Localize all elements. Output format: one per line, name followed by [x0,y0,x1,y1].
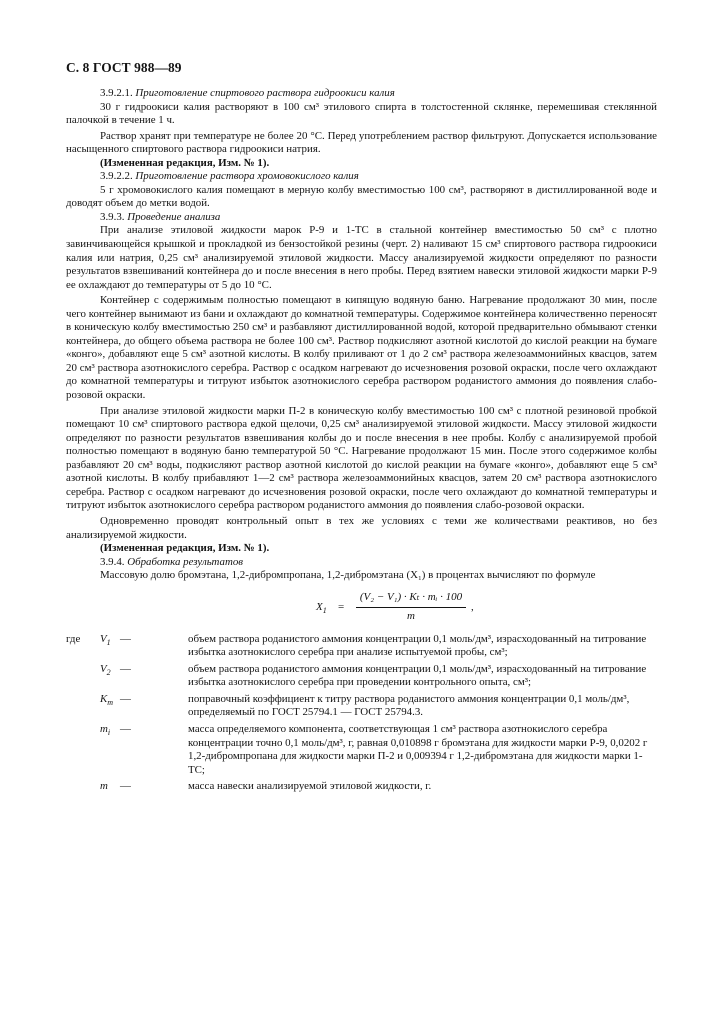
definition-text: масса определяемого компонента, соответствующая 1 см³ раствора азотнокислого серебра концентрации точно 0,1 моль/дм³, г, равная 0,010898 г бромэтана для жидкости марки Р-9, 0,0202 г 1,2-дибромпропана для жидкости марки П-2 и 0,009394 г 1,2-дибромэтана для жидкости марки 1-ТС; [188,722,648,776]
formula-equals: = [338,600,345,613]
variable-symbol: $m_i$ [100,722,111,738]
variable-symbol: $V_2$ [100,662,111,677]
definition-text: масса навески анализируемой этиловой жидкости, г. [188,780,432,793]
page-header: С. 8 ГОСТ 988—89 [66,60,182,75]
dash: — [120,662,131,675]
paragraph: Контейнер с содержимым полностью помещают в кипящую водяную баню. Нагревание продолжают 30 мин, после чего контейнер вынимают из бани и охлаждают до комнатной температуры. Содержимое контейнера количественно переносят в коническую колбу вместимостью 250 см³ и разбавляют дистиллированной водой, которой предварительно обмывают стенки контейнера, до общего объема раствора не более 100 см³. Раствор подкисляют азотной кислотой до кислой реакции на бумаге «конго», добавляют еще 5 см³ азотной кислоты. В колбу приливают от 1 до 2 см³ раствора железоаммонийных квасцов, затем 20 см³ раствора азотнокислого серебра. Раствор с осадком нагревают до исчезновения розовой окраски, после чего охлаждают до комнатной температуры и титруют избыток азотнокислого серебра раствором роданистого аммония до появления слабо-розовой окраски. [66,294,657,402]
dash: — [120,692,131,705]
formula-lhs: $X_1$ [316,600,327,615]
paragraph: 30 г гидроокиси калия растворяют в 100 см³ этилового спирта в толстостенной склянке, перемешивая стеклянной палочкой в течение 1 ч. [66,100,657,127]
dash: — [120,632,131,645]
section-heading: 3.9.4. Обработка результатов [100,555,244,568]
definition-row [66,780,657,794]
paragraph: При анализе этиловой жидкости марок Р-9 и 1-ТС в стальной контейнер вместимостью 50 см³ с плотно завинчивающейся крышкой и прокладкой из бензостойкой резины (черт. 2) наливают 15 см³ спиртового раствора гидроокиси калия или натрия, 0,25 см³ анализируемой этиловой жидкости. Массу анализируемой жидкости определяют по разности результатов взвешиваний контейнера до и после внесения в него пробы. Перед взятием навески этиловой жидкости марки Р-9 ее охлаждают до температуры от 5 до 10 °С. [66,224,657,291]
where-label: где [66,632,81,645]
section-heading: 3.9.2.1. Приготовление спиртового раствора гидроокиси калия [100,87,395,99]
paragraph: 5 г хромовокислого калия помещают в мерную колбу вместимостью 100 см³, растворяют в дистиллированной воде и доводят объем до метки водой. [66,183,657,210]
formula-denominator: m [407,609,415,622]
definition-row [66,663,657,690]
definition-row [66,693,657,720]
paragraph: Раствор хранят при температуре не более 20 °С. Перед употреблением раствор фильтруют. Допускается использование насыщенного спиртового раствора гидроокиси натрия. [66,129,657,156]
definition-row [66,633,657,660]
fraction-bar [356,607,466,608]
section-heading: 3.9.2.2. Приготовление раствора хромовокислого калия [100,170,359,183]
paragraph: Массовую долю бромэтана, 1,2-дибромпропана, 1,2-дибромэтана (X₁) в процентах вычисляют по формуле [100,569,596,582]
amendment-note: (Измененная редакция, Изм. № 1). [100,156,270,169]
formula-numerator: (V₂ − V₁) · Kₜ · mᵢ · 100 [359,590,463,603]
paragraph: При анализе этиловой жидкости марки П-2 в коническую колбу вместимостью 100 см³ с плотной резиновой пробкой помещают 10 см³ спиртового раствора едкой щелочи, 0,25 см³ анализируемой этиловой жидкости. Массу этиловой жидкости определяют по разности результатов взвешивания колбы до и после внесения в нее пробы. Колбу с анализируемой пробой полностью помещают в водяную баню температурой 50 °С. Нагревание продолжают 15 мин. После этого содержимое колбы разбавляют 20 см³ воды, подкисляют раствор азотной кислотой до кислой реакции на бумаге «конго», добавляют еще 5 см³ азотной кислоты. В колбу прибавляют 1—2 см³ раствора железоаммонийных квасцов, затем 20 см³ раствора азотнокислого серебра. Раствор с осадком нагревают до исчезновения розовой окраски, после чего охлаждают до комнатной температуры и титруют избыток азотнокислого серебра раствором роданистого аммония до появления слабо-розовой окраски. [66,404,657,512]
paragraph: Одновременно проводят контрольный опыт в тех же условиях с теми же количествами реактивов, но без анализируемой жидкости. [66,514,657,541]
definition-text: поправочный коэффициент к титру раствора роданистого аммония концентрации 0,1 моль/дм³, определяемый по ГОСТ 25794.1 — ГОСТ 25794.3. [188,692,630,719]
definition-text: объем раствора роданистого аммония концентрации 0,1 моль/дм³, израсходованный на титрование избытка азотнокислого серебра при анализе испытуемой пробы, см³; [188,632,647,659]
formula [66,589,657,629]
variable-symbol: $K_т$ [100,692,114,708]
amendment-note: (Измененная редакция, Изм. № 1). [100,542,270,555]
definition-row [66,723,657,777]
section-heading: 3.9.3. Проведение анализа [100,210,221,223]
dash: — [120,722,131,735]
formula-comma: , [471,600,474,613]
variable-symbol: m [100,780,108,793]
variable-definitions [66,633,657,794]
dash: — [120,780,131,793]
variable-symbol: $V_1$ [100,632,111,647]
definition-text: объем раствора роданистого аммония концентрации 0,1 моль/дм³, израсходованный на титрование избытка азотнокислого серебра при проведении контрольного опыта, см³; [188,662,647,689]
